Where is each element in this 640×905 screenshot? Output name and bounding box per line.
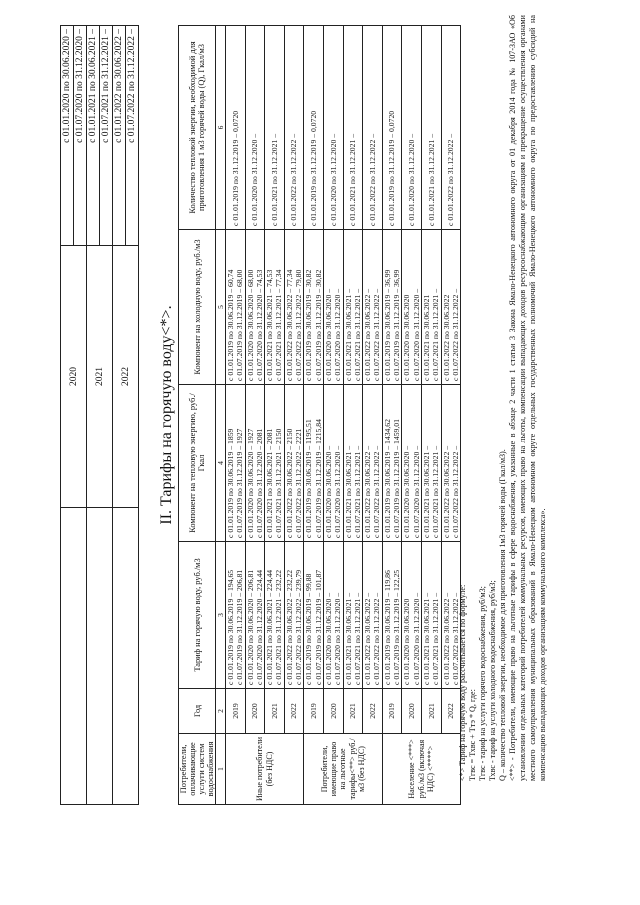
cold-water-component-cell: [343, 230, 363, 385]
thermal-component-cell: [343, 385, 363, 542]
heat-quantity-cell: с 01.01.2019 по 31.12.2019 – 0,0720: [304, 26, 324, 230]
period-cell: с 01.07.2021 по 31.12.2021 –: [100, 26, 113, 246]
cell-line: с 01.01.2020 по 30.06.2020: [402, 294, 412, 381]
hot-water-tariff-cell: [343, 542, 363, 689]
cell-line: с 01.07.2019 по 31.12.2019 – 68,00: [235, 269, 245, 381]
cell-line: с 01.07.2020 по 31.12.2020 – 2081: [254, 428, 264, 538]
thermal-component-cell: [304, 385, 324, 542]
table-row: [265, 26, 285, 805]
column-number: 5: [216, 230, 226, 385]
table-row: [402, 26, 422, 805]
blank-cell: [87, 508, 113, 805]
table-row: [284, 26, 304, 805]
hot-water-tariff-cell: [382, 542, 402, 689]
cell-line: с 01.01.2022 по 30.06.2022 – 2150: [284, 428, 294, 538]
cell-line: с 01.01.2021 по 30.06.2021 –: [343, 288, 353, 381]
table-row: [245, 26, 265, 805]
cell-line: с 01.07.2020 по 31.12.2020 –: [411, 445, 421, 538]
footnote-line: Q – количество тепловой энергии, необходимое для приготовления 1м3 горячей воды (Гкал/м3).: [498, 449, 507, 781]
period-cell: с 01.07.2020 по 31.12.2020 –: [74, 26, 87, 246]
cell-line: с 01.07.2022 по 31.12.2022 –: [450, 445, 460, 538]
footnote-line: Тхвс - тариф на услуги холодного водоснабжения, руб/м3;: [488, 580, 497, 781]
cell-line: с 01.07.2021 по 31.12.2021 –: [431, 592, 441, 685]
cell-line: с 01.01.2021 по 30.06.2021 –: [421, 445, 431, 538]
table-row: [363, 26, 383, 805]
thermal-component-cell: [284, 385, 304, 542]
consumer-cell: Население <***> руб./м3 (включая НДС) <****>: [382, 734, 460, 805]
cell-line: с 01.07.2021 по 31.12.2021 –: [352, 592, 362, 685]
cell-line: с 01.01.2022 по 30.06.2022 –: [441, 592, 451, 685]
thermal-component-cell: [245, 385, 265, 542]
heat-quantity-cell: с 01.01.2022 по 31.12.2022 –: [363, 26, 383, 230]
hot-water-tariff-cell: [363, 542, 383, 689]
hot-water-tariff-cell: [402, 542, 422, 689]
cell-line: с 01.07.2022 по 31.12.2022 – 79,80: [294, 269, 304, 381]
period-cell: с 01.01.2022 по 30.06.2022 –: [113, 26, 126, 246]
section-title: II. Тарифы на горячую воду<*>.: [158, 305, 175, 525]
consumer-cell: Иные потребители (без НДС): [226, 734, 304, 805]
year-cell: 2021: [421, 689, 441, 734]
cell-line: с 01.01.2022 по 30.06.2022: [441, 294, 451, 381]
cold-water-component-cell: [421, 230, 441, 385]
cell-line: с 01.07.2019 по 31.12.2019 – 1927: [235, 428, 245, 538]
hot-water-tariff-cell: [245, 542, 265, 689]
cell-line: с 01.07.2019 по 31.12.2019 – 36,99: [392, 269, 402, 381]
hot-water-tariff-cell: [226, 542, 246, 689]
table-row: [226, 26, 246, 805]
column-number: 4: [216, 385, 226, 542]
table-row: [343, 26, 363, 805]
cell-line: с 01.01.2020 по 30.06.2020 – 206,81: [245, 569, 255, 685]
column-header: Компонент на тепловую энергию, руб./Гкал: [179, 385, 216, 542]
cell-line: с 01.07.2019 по 31.12.2019 – 1459,01: [392, 419, 402, 538]
cell-line: с 01.07.2021 по 31.12.2021 –: [352, 288, 362, 381]
cell-line: с 01.01.2022 по 30.06.2022 – 77,34: [284, 269, 294, 381]
cell-line: с 01.01.2019 по 30.06.2019 – 1195,51: [304, 419, 314, 538]
period-cell: с 01.07.2022 по 31.12.2022 –: [126, 26, 139, 246]
year-cell: 2020: [245, 689, 265, 734]
footnote-line: <**> - Потребители, имеющие право на льготные тарифы в сфере водоснабжения, указанные в абзаце 2 части 1 статьи 3 Закона Ямало-Ненецкого автономного округа от 01 декабря 2014 года № 107-ЗАО «Об установлении отдельных категорий потребителей коммунальных ресурсов, имеющих право на льготы, компенсации выпадающих доходов ресурсоснабжающим организациям и прекращение осуществления органами местного самоуправления муниципальных образований в Ямало-Ненецком автономном округе отдельных государственных полномочий Ямало-Ненецкого автономного округа по предоставлению субсидий на компенсацию выпадающих доходов организациям коммунального комплекса».: [508, 15, 547, 781]
blank-cell: [61, 508, 87, 805]
thermal-component-cell: [265, 385, 285, 542]
year-cell: 2020: [323, 689, 343, 734]
cell-line: с 01.01.2019 по 30.06.2019 – 60,74: [226, 269, 235, 381]
cell-line: с 01.07.2021 по 31.12.2021 –: [431, 288, 441, 381]
cell-line: с 01.01.2020 по 30.06.2020 –: [402, 445, 412, 538]
hot-water-tariff-table: [178, 25, 461, 805]
cell-line: с 01.01.2021 по 30.06.2021 –: [421, 592, 431, 685]
cell-line: с 01.07.2022 по 31.12.2022 – 239,79: [294, 569, 304, 685]
heat-quantity-cell: с 01.01.2020 по 31.12.2020 –: [245, 26, 265, 230]
heat-quantity-cell: с 01.01.2020 по 31.12.2020 –: [402, 26, 422, 230]
cold-water-component-cell: [245, 230, 265, 385]
cold-water-component-cell: [402, 230, 422, 385]
cell-line: с 01.01.2022 по 30.06.2022 – 232,22: [284, 569, 294, 685]
cold-water-component-cell: [304, 230, 324, 385]
table-header-row: [179, 26, 216, 805]
table-row: [382, 26, 402, 805]
column-number: 2: [216, 689, 226, 734]
cell-line: с 01.01.2021 по 30.06.2021: [421, 294, 431, 381]
cell-line: с 01.01.2019 по 30.06.2019 – 30,82: [304, 269, 314, 381]
cell-line: с 01.07.2020 по 31.12.2020 –: [333, 592, 343, 685]
cell-line: с 01.01.2022 по 30.06.2022 –: [441, 445, 451, 538]
cell-line: с 01.07.2021 по 31.12.2021 – 77,34: [274, 269, 284, 381]
cell-line: с 01.01.2020 по 30.06.2020: [402, 598, 412, 685]
year-cell: 2019: [226, 689, 246, 734]
hot-water-tariff-cell: [304, 542, 324, 689]
cold-water-component-cell: [363, 230, 383, 385]
column-number: 1: [216, 734, 226, 805]
cell-line: с 01.07.2021 по 31.12.2021 – 232,22: [274, 569, 284, 685]
heat-quantity-cell: с 01.01.2021 по 31.12.2021 –: [265, 26, 285, 230]
thermal-component-cell: [382, 385, 402, 542]
cell-line: с 01.07.2022 по 31.12.2022 – 2221: [294, 428, 304, 538]
previous-periods-table: [60, 25, 139, 805]
cell-line: с 01.07.2020 по 31.12.2020 –: [333, 288, 343, 381]
year-cell: 2019: [382, 689, 402, 734]
cell-line: с 01.07.2019 по 31.12.2019 – 206,81: [235, 569, 245, 685]
cell-line: с 01.01.2019 по 30.06.2019 – 1434,62: [382, 419, 392, 538]
year-cell: 2022: [363, 689, 383, 734]
cold-water-component-cell: [284, 230, 304, 385]
year-cell: 2020: [61, 246, 87, 508]
year-cell: 2022: [113, 246, 139, 508]
cell-line: с 01.07.2019 по 31.12.2019 – 122,25: [392, 569, 402, 685]
column-header: Потребители, оплачивающие услуги систем водоснабжения: [179, 734, 216, 805]
column-header: Компонент на холодную воду, руб./м3: [179, 230, 216, 385]
cold-water-component-cell: [382, 230, 402, 385]
cell-line: с 01.01.2020 по 30.06.2020 –: [323, 288, 333, 381]
cell-line: с 01.01.2021 по 30.06.2021 –: [343, 445, 353, 538]
footnote-line: Тгвс - тариф на услуги горячего водоснабжения, руб/м3;: [478, 586, 487, 781]
cell-line: с 01.07.2021 по 31.12.2021 –: [431, 445, 441, 538]
cell-line: с 01.01.2020 по 30.06.2020 –: [323, 592, 333, 685]
hot-water-tariff-cell: [323, 542, 343, 689]
cell-line: с 01.07.2022 по 31.12.2022 –: [450, 592, 460, 685]
period-cell: с 01.01.2021 по 30.06.2021 –: [87, 26, 100, 246]
table-row: [323, 26, 343, 805]
table-row: [61, 26, 74, 805]
cell-line: с 01.01.2022 по 30.06.2022 –: [363, 288, 373, 381]
cell-line: с 01.01.2019 по 30.06.2019 – 36,99: [382, 269, 392, 381]
cell-line: с 01.01.2020 по 30.06.2020 – 1927: [245, 428, 255, 538]
column-header: Количество тепловой энергии, необходимой для приготовления 1 м3 горячей воды (Q), Гкал/м3: [179, 26, 216, 230]
heat-quantity-cell: с 01.01.2022 по 31.12.2022 –: [441, 26, 461, 230]
cell-line: с 01.07.2020 по 31.12.2020 – 74,53: [254, 269, 264, 381]
cell-line: с 01.07.2019 по 31.12.2019 – 1215,84: [313, 419, 323, 538]
cell-line: с 01.07.2020 по 31.12.2020 – 224,44: [254, 569, 264, 685]
footnote-line: <*> Тариф на горячую воду рассчитывается по формуле:: [458, 584, 467, 781]
year-cell: 2022: [284, 689, 304, 734]
column-number: 3: [216, 542, 226, 689]
cell-line: с 01.01.2019 по 30.06.2019 – 99,88: [304, 573, 314, 685]
thermal-component-cell: [226, 385, 246, 542]
table-row: [304, 26, 324, 805]
footnotes: [458, 15, 548, 805]
cell-line: с 01.01.2019 по 30.06.2019 – 194,65: [226, 569, 235, 685]
cell-line: с 01.01.2022 по 30.06.2022 –: [363, 445, 373, 538]
column-number: 6: [216, 26, 226, 230]
table-row: [87, 26, 100, 805]
hot-water-tariff-cell: [265, 542, 285, 689]
column-header: Тариф на горячую воду, руб./м3: [179, 542, 216, 689]
cell-line: с 01.07.2020 по 31.12.2020 –: [411, 288, 421, 381]
blank-cell: [113, 508, 139, 805]
thermal-component-cell: [363, 385, 383, 542]
cell-line: с 01.01.2021 по 30.06.2021 –: [343, 592, 353, 685]
heat-quantity-cell: с 01.01.2019 по 31.12.2019 – 0,0720: [382, 26, 402, 230]
consumer-cell: Потребители, имеющие право на льготные тарифы<**> руб./м3 (без НДС): [304, 734, 382, 805]
table-row: [421, 26, 441, 805]
cell-line: с 01.07.2020 по 31.12.2020 –: [333, 445, 343, 538]
column-header: Год: [179, 689, 216, 734]
heat-quantity-cell: с 01.01.2022 по 31.12.2022 –: [284, 26, 304, 230]
thermal-component-cell: [421, 385, 441, 542]
year-cell: 2020: [402, 689, 422, 734]
year-cell: 2022: [441, 689, 461, 734]
period-cell: с 01.01.2020 по 30.06.2020 –: [61, 26, 74, 246]
year-cell: 2021: [87, 246, 113, 508]
cell-line: с 01.01.2021 по 30.06.2021 – 224,44: [265, 569, 275, 685]
cell-line: с 01.01.2022 по 30.06.2022 –: [363, 592, 373, 685]
cell-line: с 01.01.2019 по 30.06.2019 – 1859: [226, 428, 235, 538]
cell-line: с 01.01.2021 по 30.06.2021 – 74,53: [265, 269, 275, 381]
column-numbers-row: [216, 26, 226, 805]
cell-line: с 01.01.2020 по 30.06.2020 –: [323, 445, 333, 538]
cell-line: с 01.07.2021 по 31.12.2021 – 2150: [274, 428, 284, 538]
cell-line: с 01.07.2022 по 31.12.2022 –: [372, 288, 382, 381]
cold-water-component-cell: [323, 230, 343, 385]
heat-quantity-cell: с 01.01.2021 по 31.12.2021 –: [343, 26, 363, 230]
heat-quantity-cell: с 01.01.2021 по 31.12.2021 –: [421, 26, 441, 230]
thermal-component-cell: [402, 385, 422, 542]
cell-line: с 01.07.2022 по 31.12.2022 –: [372, 445, 382, 538]
heat-quantity-cell: с 01.01.2020 по 31.12.2020 –: [323, 26, 343, 230]
cold-water-component-cell: [226, 230, 246, 385]
cell-line: с 01.07.2019 по 31.12.2019 – 101,87: [313, 569, 323, 685]
cell-line: с 01.07.2021 по 31.12.2021 –: [352, 445, 362, 538]
heat-quantity-cell: с 01.01.2019 по 31.12.2019 – 0,0720: [226, 26, 246, 230]
cell-line: с 01.07.2022 по 31.12.2022 –: [450, 288, 460, 381]
cell-line: с 01.07.2020 по 31.12.2020 –: [411, 592, 421, 685]
hot-water-tariff-cell: [284, 542, 304, 689]
cell-line: с 01.07.2019 по 31.12.2019 – 30,82: [313, 269, 323, 381]
footnote-line: Тгвс = Тхвс + Ттэ * Q, где:: [468, 689, 477, 781]
cell-line: с 01.01.2020 по 30.06.2020 – 68,00: [245, 269, 255, 381]
cell-line: с 01.07.2022 по 31.12.2022 –: [372, 592, 382, 685]
year-cell: 2021: [265, 689, 285, 734]
cell-line: с 01.01.2019 по 30.06.2019 – 119,86: [382, 570, 392, 685]
hot-water-tariff-cell: [421, 542, 441, 689]
cell-line: с 01.01.2021 по 30.06.2021 – 2081: [265, 428, 275, 538]
year-cell: 2021: [343, 689, 363, 734]
table-row: [113, 26, 126, 805]
cold-water-component-cell: [265, 230, 285, 385]
year-cell: 2019: [304, 689, 324, 734]
thermal-component-cell: [323, 385, 343, 542]
